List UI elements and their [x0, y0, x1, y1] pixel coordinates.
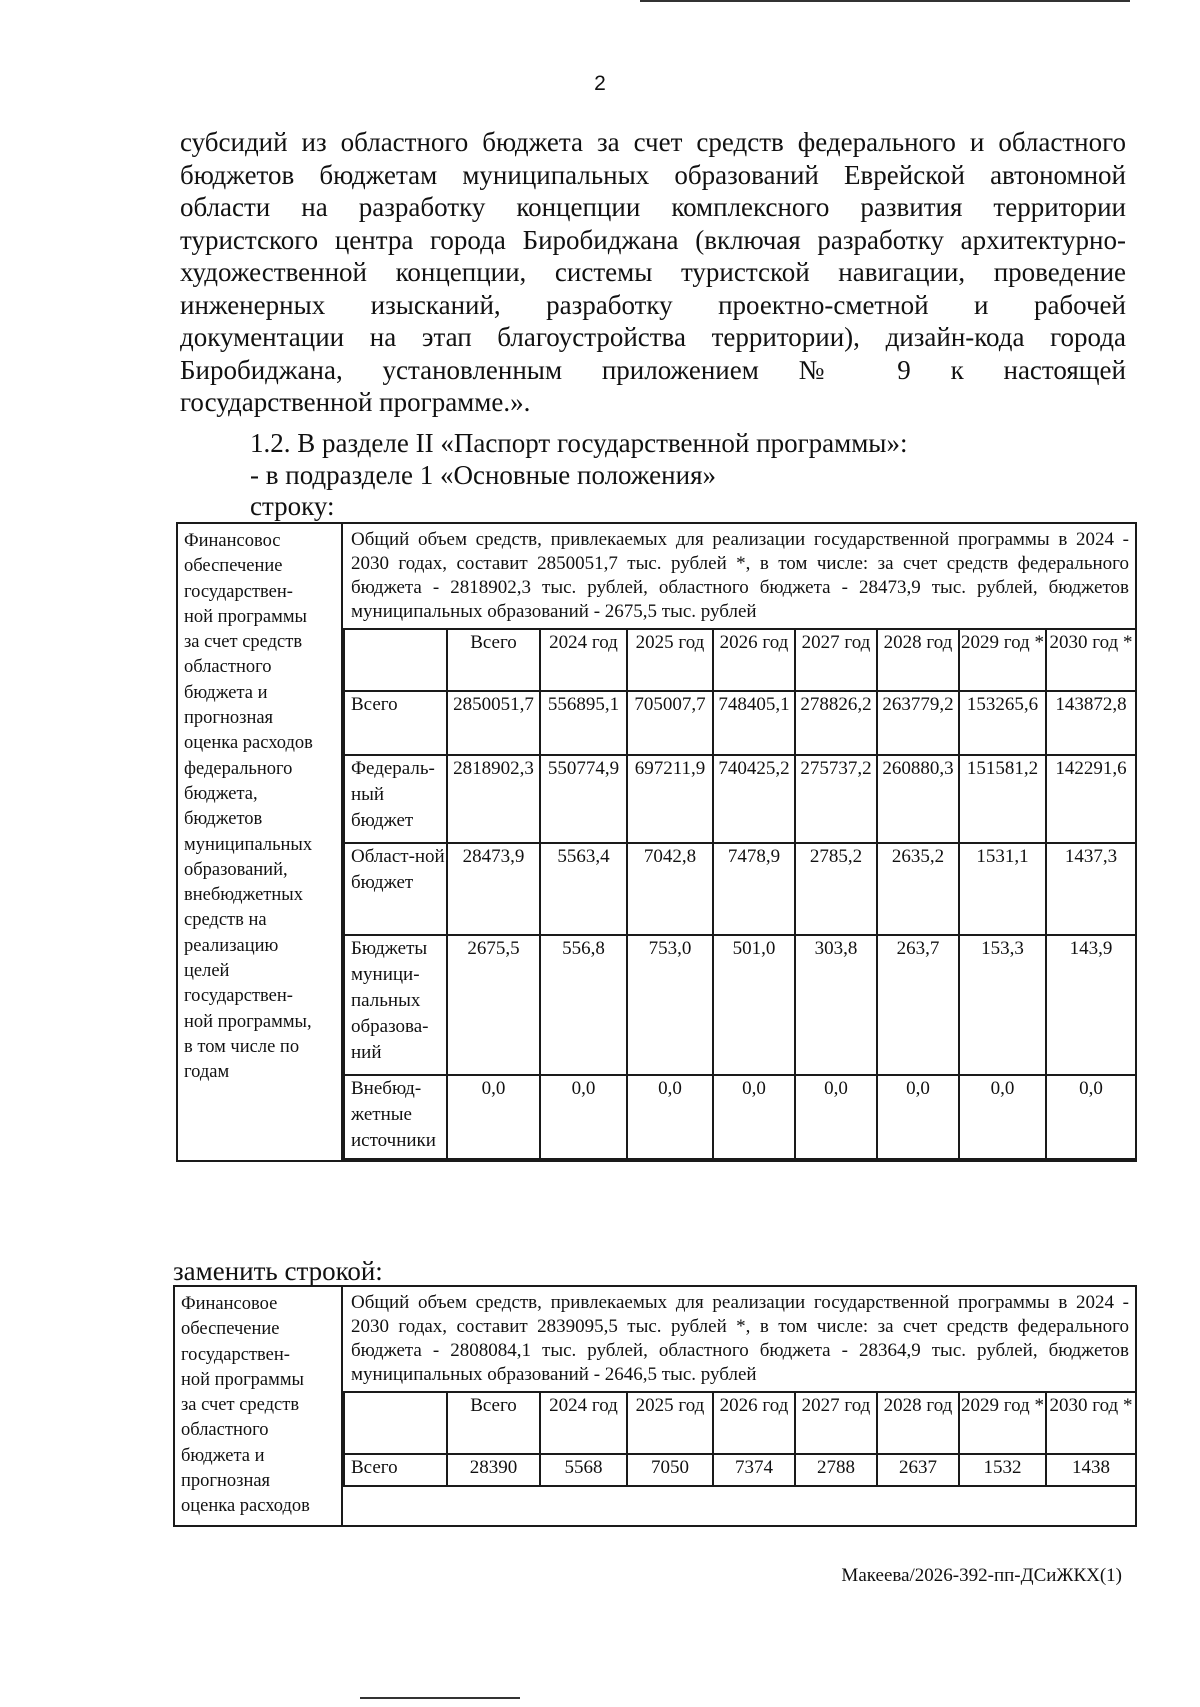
value-cell: 28473,9 — [447, 843, 540, 935]
value-cell: 7478,9 — [713, 843, 795, 935]
label-line: ной программы — [181, 1369, 304, 1390]
value-cell: 0,0 — [447, 1075, 540, 1159]
header-cell: 2028 год — [877, 1392, 959, 1454]
header-cell: 2029 год * — [959, 1392, 1046, 1454]
label-line: бюджета и — [181, 1445, 265, 1466]
table-row — [344, 691, 1135, 755]
header-row — [344, 629, 1135, 691]
footer-code: Макеева/2026-392-пп-ДСиЖКХ(1) — [841, 1565, 1122, 1586]
finance-breakdown-new — [343, 1391, 1135, 1487]
row-label: строку: — [250, 491, 335, 521]
header-cell: 2026 год — [713, 1392, 795, 1454]
subsection-line: - в подразделе 1 «Основные положения» — [250, 460, 716, 490]
paragraph-line: государственной программе.». — [180, 387, 531, 417]
value-cell: 2850051,7 — [447, 691, 540, 755]
value-cell: 7374 — [713, 1454, 795, 1486]
value-cell: 0,0 — [540, 1075, 627, 1159]
label-line: государствен- — [181, 1344, 290, 1365]
label-line: оценка расходов — [184, 733, 313, 754]
label-line: обеспечение — [181, 1319, 280, 1340]
value-cell: 2635,2 — [877, 843, 959, 935]
label-line: бюджетов — [184, 809, 263, 830]
finance-label-new — [174, 1286, 342, 1526]
label-line: областного — [181, 1420, 269, 1441]
label-line: бюджета, — [184, 783, 258, 804]
row-label-cell: Всего — [344, 691, 447, 755]
value-cell: 1437,3 — [1046, 843, 1135, 935]
row-label-cell: Всего — [344, 1454, 447, 1486]
header-cell: 2024 год — [540, 629, 627, 691]
finance-table-new — [173, 1285, 1137, 1527]
value-cell: 303,8 — [795, 935, 877, 1075]
label-line: реализацию — [184, 935, 279, 956]
section-line: 1.2. В разделе II «Паспорт государственной программы»: — [250, 428, 908, 458]
label-line: федерального — [184, 758, 293, 779]
value-cell: 278826,2 — [795, 691, 877, 755]
value-cell: 0,0 — [627, 1075, 713, 1159]
row-label-cell: Внебюд-жетные источники — [344, 1075, 447, 1159]
label-line: в том числе по — [184, 1036, 300, 1057]
paragraph-line: документации на этап благоустройства территории), дизайн-кода города — [180, 322, 1126, 352]
value-cell: 28390 — [447, 1454, 540, 1486]
replace-label: заменить строкой: — [173, 1256, 383, 1286]
label-line: образований, — [184, 859, 288, 880]
value-cell: 0,0 — [713, 1075, 795, 1159]
header-cell: 2027 год — [795, 629, 877, 691]
value-cell: 753,0 — [627, 935, 713, 1075]
header-row — [344, 1392, 1135, 1454]
label-line: ной программы — [184, 606, 307, 627]
label-line: прогнозная — [181, 1471, 271, 1492]
header-cell: 2025 год — [627, 629, 713, 691]
header-cell: 2026 год — [713, 629, 795, 691]
paragraph-line: туристского центра города Биробиджана (включая разработку архитектурно- — [180, 224, 1126, 255]
paragraph-line: инженерных изысканий, разработку проектно-сметной и рабочей — [180, 289, 1126, 320]
table-row — [344, 755, 1135, 843]
table-row — [344, 843, 1135, 935]
row-label-cell: Федераль-ный бюджет — [344, 755, 447, 843]
paragraph-line: области на разработку концепции комплексного развития территории — [180, 192, 1126, 222]
value-cell: 2818902,3 — [447, 755, 540, 843]
value-cell: 143,9 — [1046, 935, 1135, 1075]
value-cell: 143872,8 — [1046, 691, 1135, 755]
label-line: бюджета и — [184, 682, 268, 703]
finance-summary-new: Общий объем средств, привлекаемых для реализации государственной программы в 2024 - 2030 годах, составит 2839095,5 тыс. рублей *, в том числе: за счет средств федерального бюджета - 2808084,1 тыс. рублей, областного бюджета - 28364,9 тыс. рублей, бюджетов муниципальных образований - 2646,5 тыс. рублей — [351, 1292, 1129, 1385]
value-cell: 7042,8 — [627, 843, 713, 935]
row-label-cell: Област-ной бюджет — [344, 843, 447, 935]
header-cell — [344, 1392, 447, 1454]
finance-summary-old: Общий объем средств, привлекаемых для реализации государственной программы в 2024 - 2030 годах, составит 2850051,7 тыс. рублей *, в том числе: за счет средств федерального бюджета - 2818902,3 тыс. рублей, областного бюджета - 28473,9 тыс. рублей, бюджетов муниципальных образований - 2675,5 тыс. рублей — [351, 529, 1129, 622]
header-cell: 2024 год — [540, 1392, 627, 1454]
label-line: оценка расходов — [181, 1496, 310, 1517]
label-line: обеспечение — [184, 556, 283, 577]
header-cell: 2028 год — [877, 629, 959, 691]
label-line: годам — [184, 1062, 230, 1083]
value-cell: 275737,2 — [795, 755, 877, 843]
scan-mark-bottom — [360, 1697, 520, 1699]
finance-table-old — [176, 522, 1137, 1162]
table-row — [344, 1454, 1135, 1486]
label-line: областного — [184, 657, 272, 678]
table-row — [344, 935, 1135, 1075]
header-cell: 2029 год * — [959, 629, 1046, 691]
value-cell: 151581,2 — [959, 755, 1046, 843]
value-cell: 501,0 — [713, 935, 795, 1075]
label-line: средств на — [184, 910, 267, 931]
label-line: муниципальных — [184, 834, 313, 855]
value-cell: 705007,7 — [627, 691, 713, 755]
paragraph-line: Биробиджана, установленным приложением № 9 к настоящей — [180, 354, 1126, 385]
value-cell: 740425,2 — [713, 755, 795, 843]
label-line: Финансовос — [184, 531, 281, 551]
value-cell: 2785,2 — [795, 843, 877, 935]
value-cell: 0,0 — [1046, 1075, 1135, 1159]
label-line: целей — [184, 961, 230, 982]
value-cell: 1438 — [1046, 1454, 1135, 1486]
label-line: Финансовое — [181, 1294, 278, 1314]
value-cell: 263,7 — [877, 935, 959, 1075]
label-line: за счет средств — [181, 1395, 300, 1416]
value-cell: 748405,1 — [713, 691, 795, 755]
page-number: 2 — [594, 72, 606, 95]
value-cell: 142291,6 — [1046, 755, 1135, 843]
value-cell: 2788 — [795, 1454, 877, 1486]
row-label-cell: Бюджеты муници-пальных образова-ний — [344, 935, 447, 1075]
value-cell: 153,3 — [959, 935, 1046, 1075]
value-cell: 0,0 — [877, 1075, 959, 1159]
value-cell: 1532 — [959, 1454, 1046, 1486]
value-cell: 0,0 — [795, 1075, 877, 1159]
header-cell: 2030 год * — [1046, 629, 1135, 691]
header-cell: 2030 год * — [1046, 1392, 1135, 1454]
header-cell: 2027 год — [795, 1392, 877, 1454]
value-cell: 556895,1 — [540, 691, 627, 755]
label-line: прогнозная — [184, 708, 274, 729]
finance-breakdown-old — [343, 628, 1135, 1160]
header-cell: Всего — [447, 629, 540, 691]
value-cell: 2675,5 — [447, 935, 540, 1075]
value-cell: 0,0 — [959, 1075, 1046, 1159]
label-line: государствен- — [184, 581, 293, 602]
label-line: государствен- — [184, 986, 293, 1007]
header-cell: Всего — [447, 1392, 540, 1454]
paragraph-line: субсидий из областного бюджета за счет средств федерального и областного — [180, 127, 1126, 157]
value-cell: 550774,9 — [540, 755, 627, 843]
value-cell: 5563,4 — [540, 843, 627, 935]
header-cell — [344, 629, 447, 691]
value-cell: 2637 — [877, 1454, 959, 1486]
paragraph-line: бюджетов бюджетам муниципальных образований Еврейской автономной — [180, 159, 1126, 190]
value-cell: 1531,1 — [959, 843, 1046, 935]
paragraph-line: художественной концепции, системы туристской навигации, проведение — [180, 257, 1126, 287]
value-cell: 556,8 — [540, 935, 627, 1075]
finance-label-old — [177, 523, 342, 1161]
scan-mark-top — [640, 0, 1130, 2]
value-cell: 5568 — [540, 1454, 627, 1486]
label-line: ной программы, — [184, 1011, 312, 1032]
intro-paragraph — [180, 126, 1126, 419]
label-line: внебюджетных — [184, 885, 303, 906]
table-row — [344, 1075, 1135, 1159]
value-cell: 260880,3 — [877, 755, 959, 843]
value-cell: 7050 — [627, 1454, 713, 1486]
label-line: за счет средств — [184, 632, 303, 653]
value-cell: 263779,2 — [877, 691, 959, 755]
header-cell: 2025 год — [627, 1392, 713, 1454]
value-cell: 697211,9 — [627, 755, 713, 843]
value-cell: 153265,6 — [959, 691, 1046, 755]
